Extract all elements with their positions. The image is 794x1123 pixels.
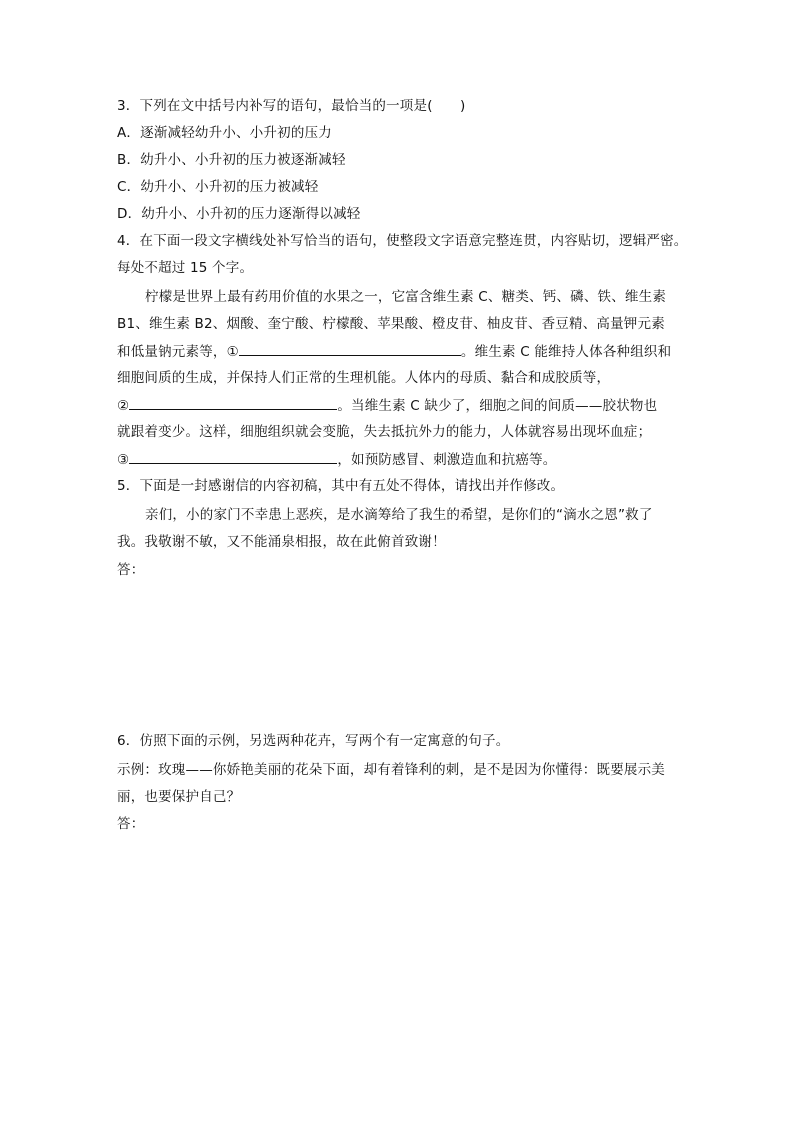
q3-option-d: D．幼升小、小升初的压力逐渐得以减轻 xyxy=(117,206,361,222)
q6-example-line1: 示例：玫瑰——你娇艳美丽的花朵下面，却有着锋利的刺，是不是因为你懂得：既要展示美 xyxy=(117,762,665,778)
q4-passage-line4: 细胞间质的生成，并保持人们正常的生理机能。人体内的母质、黏合和成胶质等， xyxy=(117,370,611,386)
q5-letter-line1: 亲们，小的家门不幸患上恶疾，是水滴筹给了我生的希望，是你们的“滴水之恩”救了 xyxy=(145,507,653,523)
q6-example-line2: 丽，也要保护自己？ xyxy=(117,789,241,805)
q4-passage-line7 xyxy=(117,449,557,470)
q4-passage-line5-before: ② xyxy=(117,398,130,414)
q6-answer-label: 答： xyxy=(117,816,145,832)
answer-blank-2[interactable] xyxy=(129,395,337,410)
q4-stem-line2: 每处不超过 15 个字。 xyxy=(117,260,254,276)
q4-stem-line1: 4．在下面一段文字横线处补写恰当的语句，使整段文字语意完整连贯，内容贴切，逻辑严密。 xyxy=(117,233,688,249)
q3-option-a: A．逐渐减轻幼升小、小升初的压力 xyxy=(117,125,332,141)
q4-passage-line6: 就跟着变少。这样，细胞组织就会变脆，失去抵抗外力的能力，人体就容易出现坏血症； xyxy=(117,424,652,440)
q4-passage-line1: 柠檬是世界上最有药用价值的水果之一，它富含维生素 C、糖类、钙、磷、铁、维生素 xyxy=(145,289,667,305)
q3-option-c: C．幼升小、小升初的压力被减轻 xyxy=(117,179,319,195)
q5-letter-line2: 我。我敬谢不敏，又不能涌泉相报，故在此俯首致谢！ xyxy=(117,534,446,550)
q4-passage-line7-after: ，如预防感冒、刺激造血和抗癌等。 xyxy=(337,452,557,468)
q3-stem: 3．下列在文中括号内补写的语句，最恰当的一项是( ) xyxy=(117,98,466,114)
q4-passage-line3 xyxy=(117,341,671,362)
q4-passage-line5 xyxy=(117,395,657,416)
q5-stem: 5．下面是一封感谢信的内容初稿，其中有五处不得体，请找出并作修改。 xyxy=(117,478,565,494)
q4-passage-line3-after: 。维生素 C 能维持人体各种组织和 xyxy=(460,344,672,360)
q4-passage-line2: B1、维生素 B2、烟酸、奎宁酸、柠檬酸、苹果酸、橙皮苷、柚皮苷、香豆精、高量钾元素 xyxy=(117,316,665,332)
q3-option-b: B．幼升小、小升初的压力被逐渐减轻 xyxy=(117,152,346,168)
answer-blank-3[interactable] xyxy=(129,449,337,464)
answer-blank-1[interactable] xyxy=(239,341,461,356)
q4-passage-line5-after: 。当维生素 C 缺少了，细胞之间的间质——胶状物也 xyxy=(337,398,658,414)
q4-passage-line3-before: 和低量钠元素等，① xyxy=(117,344,239,360)
q4-passage-line7-before: ③ xyxy=(117,452,130,468)
q5-answer-label: 答： xyxy=(117,562,145,578)
q6-stem: 6．仿照下面的示例，另选两种花卉，写两个有一定寓意的句子。 xyxy=(117,733,510,749)
